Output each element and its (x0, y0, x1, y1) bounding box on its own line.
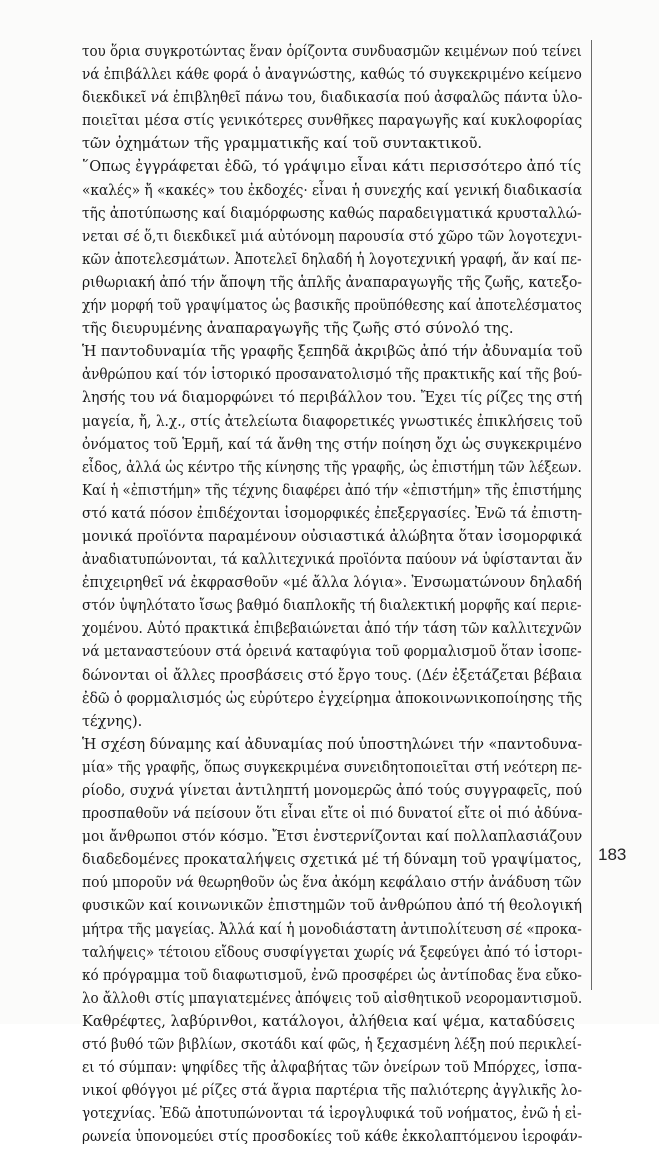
body-text (82, 40, 582, 1149)
text-line: στό βυθό τῶν βιβλίων, σκοτάδι καί φῶς, ἡ ξεχασμένη λέξη πού περικλεί- (82, 1036, 582, 1054)
text-line: εἶδος, ἀλλά ὡς κέντρο τῆς κίνησης τῆς γραφῆς, ὡς ἐπιστήμη τῶν λέξεων. (82, 458, 582, 476)
text-line: ριθωριακή ἀπό τήν ἄποψη τῆς ἁπλῆς ἀναπαραγωγῆς τῆς ζωῆς, κατεξο- (82, 273, 582, 291)
text-line: ῞Οπως ἐγγράφεται ἐδῶ, τό γράψιμο εἶναι κάτι περισσότερο ἀπό τίς (82, 158, 582, 176)
text-line: νικοί φθόγγοι μέ ρίζες στά ἄγρια παρτέρια τῆς παλιότερης ἀγγλικῆς λο- (82, 1082, 582, 1100)
text-line: τῶν ὀχημάτων τῆς γραμματικῆς καί τοῦ συντακτικοῦ. (82, 135, 482, 153)
text-line: νεται σέ ὅ,τι διεκδικεῖ μιά αὐτόνομη παρουσία στό χῶρο τῶν λογοτεχνι- (82, 227, 582, 245)
text-line: λησής του νά διαμορφώνει τό περιβάλλον του. Ἔχει τίς ρίζες της στή (82, 389, 583, 407)
text-line: κῶν ἀποτελεσμάτων. Ἀποτελεῖ δηλαδή ἡ λογοτεχνική γραφή, ἄν καί πε- (82, 250, 582, 268)
text-line: πού μποροῦν νά θεωρηθοῦν ὡς ἕνα ἀκόμη κεφάλαιο στήν ἀνάδυση τῶν (82, 874, 582, 892)
text-line: του ὅρια συγκροτώντας ἕναν ὁρίζοντα συνδυασμῶν κειμένων πού τείνει (82, 43, 582, 60)
text-line: μήτρα τῆς μαγείας. Ἀλλά καί ἡ μονοδιάστατη ἀντιπολίτευση σέ «προκα- (82, 920, 582, 938)
text-line: τέχνης). (82, 712, 143, 730)
text-line: χομένου. Αὐτό πρακτικά ἐπιβεβαιώνεται ἀπό τήν τάση τῶν καλλιτεχνῶν (82, 620, 582, 638)
text-line: «καλές» ἤ «κακές» του ἐκδοχές· εἶναι ἡ συνεχής καί γενική διαδικασία (82, 181, 583, 199)
text-line: στό κατά πόσον ἐπιδέχονται ἰσομορφικές ἐπεξεργασίες. Ἐνῶ τά ἐπιστη- (82, 504, 583, 522)
text-line: φυσικῶν καί κοινωνικῶν ἐπιστημῶν τοῦ ἀνθρώπου ἀπό τή θεολογική (82, 897, 582, 915)
text-line: ποιεῖται μέσα στίς γενικότερες συνθῆκες παραγωγῆς καί κυκλοφορίας (82, 112, 582, 130)
text-line: ἐδῶ ὁ φορμαλισμός ὡς εὐρύτερο ἐγχείρημα ἀποκοινωνικοποίησης τῆς (82, 689, 582, 707)
text-line: διαδεδομένες προκαταλήψεις σχετικά μέ τή δύναμη τοῦ γραψίματος, (82, 851, 582, 869)
text-line: ὀνόματος τοῦ Ἑρμῆ, καί τά ἄνθη της στήν ποίηση ὄχι ὡς συγκεκριμένο (82, 435, 582, 453)
text-line: προσπαθοῦν νά πείσουν ὅτι εἶναι εἴτε οἱ πιό δυνατοί εἴτε οἱ πιό ἀδύνα- (82, 805, 583, 823)
text-line: λο ἄλλοθι στίς μπαγιατεμένες ἀπόψεις τοῦ αἰσθητικοῦ νεορομαντισμοῦ. (82, 989, 583, 1007)
margin-rule (591, 40, 592, 990)
text-line: μία» τῆς γραφῆς, ὅπως συγκεκριμένα συνειδητοποιεῖται στή νεότερη πε- (82, 758, 582, 776)
text-line: γοτεχνίας. Ἐδῶ ἀποτυπώνονται τά ἱερογλυφικά τοῦ νοήματος, ἐνῶ ἡ εἰ- (82, 1105, 582, 1123)
text-line: ἀναδιατυπώνονται, τά καλλιτεχνικά προϊόντα παύουν νά ὑφίστανται ἄν (82, 551, 582, 569)
text-line: ει τό σύμπαν: ψηφίδες τῆς ἀλφαβήτας τῶν ὀνείρων τοῦ Μπόρχες, ἱσπα- (82, 1059, 582, 1077)
text-line: ἐπιχειρηθεῖ νά ἐκφρασθοῦν «μέ ἄλλα λόγια». Ἐνσωματώνουν δηλαδή (82, 574, 582, 592)
text-line: τῆς διευρυμένης ἀναπαραγωγῆς τῆς ζωῆς στό σύνολό της. (82, 320, 514, 338)
text-line: διεκδικεῖ νά ἐπιβληθεῖ πάνω του, διαδικασία πού ἀσφαλῶς πάντα ὑλο- (82, 89, 583, 107)
text-line: δώνονται οἱ ἄλλες προσβάσεις στό ἔργο τους. (Δέν ἐξετάζεται βέβαια (82, 666, 582, 684)
text-line: χήν μορφή τοῦ γραψίματος ὡς βασικῆς προϋπόθεσης καί ἀποτελέσματος (82, 297, 582, 315)
text-line: τῆς ἀποτύπωσης καί διαμόρφωσης καθώς παραδειγματικά κρυσταλλώ- (82, 204, 582, 222)
text-line: κό πρόγραμμα τοῦ διαφωτισμοῦ, ἐνῶ προσφέρει ὡς ἀντίποδας ἕνα εὔκο- (82, 966, 582, 984)
page-number: 183 (598, 845, 627, 864)
text-line: Ἡ παντοδυναμία τῆς γραφῆς ξεπηδᾶ ἀκριβῶς ἀπό τήν ἀδυναμία τοῦ (82, 343, 583, 361)
text-line: Ἡ σχέση δύναμης καί ἀδυναμίας πού ὑποστηλώνει τήν «παντοδυνα- (82, 735, 582, 753)
text-line: νά ἐπιβάλλει κάθε φορά ὁ ἀναγνώστης, καθώς τό συγκεκριμένο κείμενο (82, 66, 582, 84)
text-line: ρωνεία ὑπονομεύει στίς προσδοκίες τοῦ κάθε ἐκκολαπτόμενου ἱεροφάν- (82, 1128, 582, 1146)
text-line: ἀνθρώπου καί τόν ἱστορικό προσανατολισμό τῆς πρακτικῆς καί τῆς βού- (82, 366, 583, 384)
text-line: ρίοδο, συχνά γίνεται ἀντιληπτή μονομερῶς ἀπό τούς συγγραφεῖς, πού (82, 782, 583, 799)
text-line: Καθρέφτες, λαβύρινθοι, κατάλογοι, ἀλήθεια καί ψέμα, καταδύσεις (82, 1012, 575, 1030)
text-line: ταλήψεις» τέτοιου εἴδους συσφίγγεται χωρίς νά ξεφεύγει ἀπό τό ἱστορι- (82, 943, 582, 961)
text-line: μαγεία, ἤ, λ.χ., στίς ἀτελείωτα διαφορετικές γνωστικές ἐπικλήσεις τοῦ (82, 412, 583, 430)
text-line: Καί ἡ «ἐπιστήμη» τῆς τέχνης διαφέρει ἀπό τήν «ἐπιστήμη» τῆς ἐπιστήμης (82, 481, 582, 499)
text-line: μονικά προϊόντα παραμένουν οὐσιαστικά ἀλώβητα ὅταν ἰσομορφικά (82, 527, 582, 545)
text-line: στόν ὑψηλότατο ἴσως βαθμό διαπλοκῆς τή διαλεκτική μορφῆς καί περιε- (82, 597, 582, 615)
text-line: μοι ἄνθρωποι στόν κόσμο. Ἔτσι ἐνστερνίζονται καί πολλαπλασιάζουν (82, 828, 583, 846)
text-line: νά μεταναστεύουν στά ὀρεινά καταφύγια τοῦ φορμαλισμοῦ ὅταν ἰσοπε- (82, 643, 582, 661)
